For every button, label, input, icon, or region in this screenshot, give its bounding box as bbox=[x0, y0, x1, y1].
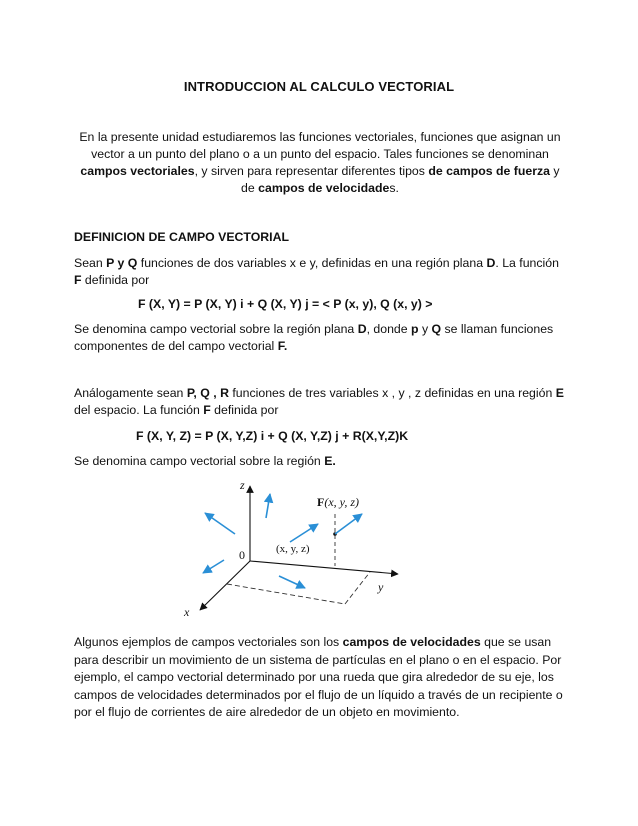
y-axis bbox=[250, 561, 398, 574]
field-arrow bbox=[203, 560, 224, 573]
intro-paragraph bbox=[74, 129, 566, 197]
def3d-text-2: funciones de tres variables x , y , z definidas en una región bbox=[228, 386, 556, 400]
definition-3d-paragraph bbox=[74, 385, 566, 419]
after3d-bold-1: E. bbox=[324, 454, 336, 468]
after2d-text-1: Se denomina campo vectorial sobre la región plana bbox=[74, 322, 358, 336]
def2d-bold-1: P y Q bbox=[106, 256, 138, 270]
page-title: INTRODUCCION AL CALCULO VECTORIAL bbox=[183, 79, 455, 94]
vector-label-bold: F bbox=[317, 495, 325, 509]
def3d-bold-2: E bbox=[555, 386, 564, 400]
intro-bold-3: campos de velocidade bbox=[258, 181, 390, 195]
field-arrow bbox=[205, 513, 235, 534]
def2d-bold-2: D bbox=[486, 256, 496, 270]
after2d-bold-3: Q bbox=[431, 322, 442, 336]
formula-3d: F (X, Y, Z) = P (X, Y,Z) i + Q (X, Y,Z) j + R(X,Y,Z)K bbox=[136, 429, 409, 443]
point-label: (x, y, z) bbox=[276, 543, 310, 555]
after2d-text-3: y bbox=[418, 322, 432, 336]
def2d-text-4: definida por bbox=[81, 273, 150, 287]
axis-x-label: x bbox=[184, 605, 190, 619]
examples-bold-1: campos de velocidades bbox=[342, 635, 481, 649]
dashed-guide bbox=[227, 584, 345, 604]
field-arrow bbox=[290, 524, 318, 542]
examples-text-2: que se usan para describir un movimiento de un sistema de partículas en el plano o en el espacio. Por ejemplo, el campo vectorial determinado por una rueda que gira alrededor de su eje, los campos de velocidades determinados por el flujo de un líquido a través de un recipiente o por el flujo de corrientes de aire alrededor de un objeto en movimiento. bbox=[74, 635, 563, 719]
field-arrow bbox=[335, 514, 362, 534]
intro-text-4: s. bbox=[389, 181, 399, 195]
vector-label-rest: (x, y, z) bbox=[324, 495, 359, 509]
after2d-bold-2: p bbox=[411, 322, 419, 336]
after3d-text-1: Se denomina campo vectorial sobre la región bbox=[74, 454, 325, 468]
def3d-bold-3: F bbox=[203, 403, 211, 417]
examples-text-1: Algunos ejemplos de campos vectoriales son los bbox=[74, 635, 343, 649]
def2d-bold-3: F bbox=[74, 273, 82, 287]
axis-y-label: y bbox=[378, 580, 384, 594]
field-arrow bbox=[266, 494, 270, 518]
definition-2d-paragraph bbox=[74, 255, 566, 289]
def3d-text-3: del espacio. La función bbox=[74, 403, 204, 417]
intro-text-3: y de bbox=[241, 164, 560, 195]
def2d-text-3: . La función bbox=[495, 256, 559, 270]
dashed-guide bbox=[345, 572, 370, 604]
after-3d-paragraph bbox=[74, 453, 566, 470]
def3d-bold-1: P, Q , R bbox=[186, 386, 229, 400]
intro-text-1: En la presente unidad estudiaremos las funciones vectoriales, funciones que asignan un vector a un punto del plano o a un punto del espacio. Tales funciones se denominan bbox=[79, 130, 561, 161]
axis-z-label: z bbox=[240, 478, 245, 492]
x-axis bbox=[200, 561, 250, 610]
origin-label: 0 bbox=[239, 548, 245, 562]
examples-paragraph bbox=[74, 634, 566, 722]
after2d-bold-4: F. bbox=[277, 339, 288, 353]
def3d-text-1: Análogamente sean bbox=[74, 386, 187, 400]
after2d-text-4: se llaman funciones componentes de del campo vectorial bbox=[74, 322, 554, 353]
definition-heading: DEFINICION DE CAMPO VECTORIAL bbox=[74, 230, 289, 244]
intro-bold-2: de campos de fuerza bbox=[428, 164, 550, 178]
formula-2d: F (X, Y) = P (X, Y) i + Q (X, Y) j = < P (x, y), Q (x, y) > bbox=[138, 297, 433, 311]
after2d-text-2: , donde bbox=[366, 322, 412, 336]
intro-bold-1: campos vectoriales bbox=[80, 164, 195, 178]
intro-text-2: , y sirven para representar diferentes tipos bbox=[194, 164, 429, 178]
field-arrow bbox=[279, 576, 305, 588]
vector-label bbox=[317, 495, 359, 509]
def2d-text-1: Sean bbox=[74, 256, 107, 270]
after-2d-paragraph bbox=[74, 321, 566, 355]
vector-field-figure bbox=[170, 476, 410, 620]
def2d-text-2: funciones de dos variables x e y, definidas en una región plana bbox=[137, 256, 487, 270]
def3d-text-4: definida por bbox=[210, 403, 279, 417]
after2d-bold-1: D bbox=[357, 322, 367, 336]
